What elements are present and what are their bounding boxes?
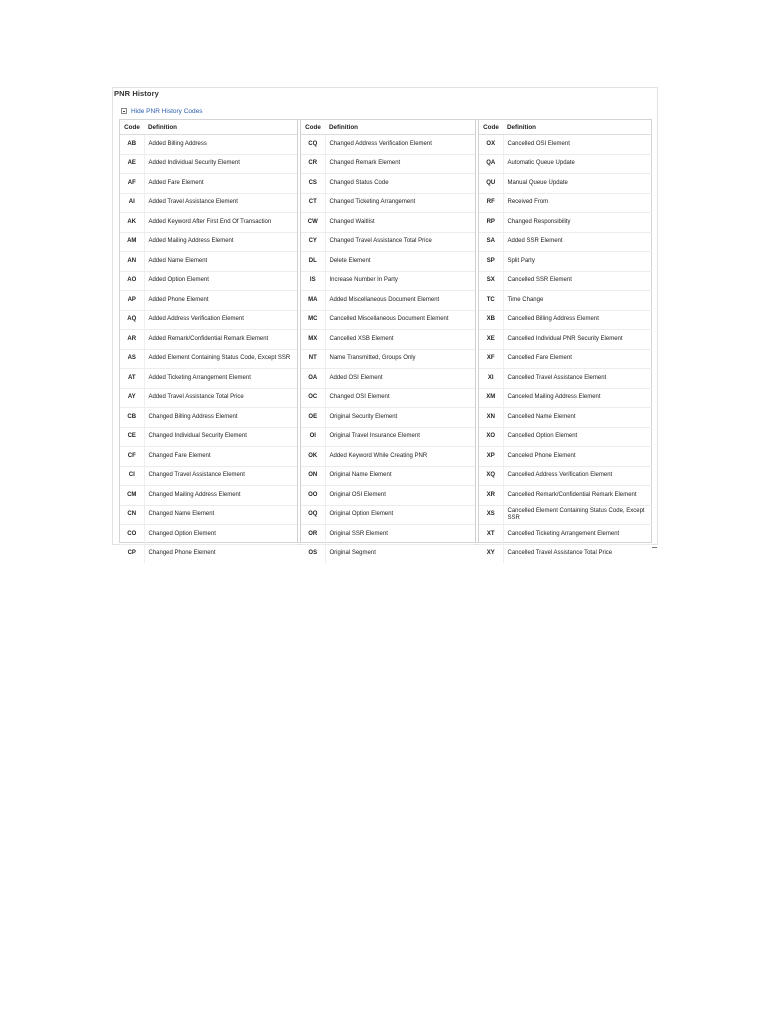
table-row bbox=[479, 544, 652, 563]
table-row bbox=[479, 330, 652, 350]
table-row bbox=[120, 369, 297, 389]
table-row bbox=[479, 154, 652, 174]
definition-cell: Added Miscellaneous Document Element bbox=[325, 291, 475, 311]
definition-cell: Time Change bbox=[503, 291, 652, 311]
definition-cell: Original Security Element bbox=[325, 408, 475, 428]
table-row bbox=[479, 505, 652, 525]
history-codes-area bbox=[119, 119, 652, 557]
table-row bbox=[120, 349, 297, 369]
definition-cell: Cancelled Ticketing Arrangement Element bbox=[503, 525, 652, 545]
table-row bbox=[301, 193, 475, 213]
table-row bbox=[301, 388, 475, 408]
code-cell: AM bbox=[120, 232, 144, 252]
definition-cell: Changed Phone Element bbox=[148, 550, 216, 557]
table-row bbox=[120, 154, 297, 174]
code-cell: OA bbox=[301, 369, 325, 389]
code-cell: OE bbox=[301, 408, 325, 428]
definition-cell: Name Transmitted, Groups Only bbox=[325, 349, 475, 369]
code-cell: XE bbox=[479, 330, 503, 350]
codes-group-1 bbox=[120, 120, 298, 557]
code-cell: AI bbox=[120, 193, 144, 213]
table-row bbox=[301, 544, 475, 563]
table-row bbox=[120, 174, 297, 194]
definition-header: Definition bbox=[325, 120, 475, 135]
panel-title: PNR History bbox=[114, 89, 159, 98]
code-cell: NT bbox=[301, 349, 325, 369]
definition-cell: Original SSR Element bbox=[325, 525, 475, 545]
hide-codes-link[interactable]: Hide PNR History Codes bbox=[131, 107, 203, 115]
code-cell: AO bbox=[120, 271, 144, 291]
table-row bbox=[120, 388, 297, 408]
code-cell: AF bbox=[120, 174, 144, 194]
code-cell: OC bbox=[301, 388, 325, 408]
code-cell: CW bbox=[301, 213, 325, 233]
definition-cell: Added Travel Assistance Total Price bbox=[144, 388, 297, 408]
definition-cell: Added Option Element bbox=[144, 271, 297, 291]
definition-cell: Cancelled Travel Assistance Element bbox=[503, 369, 652, 389]
table-row bbox=[120, 193, 297, 213]
definition-header: Definition bbox=[503, 120, 652, 135]
code-cell: AK bbox=[120, 213, 144, 233]
table-header-row bbox=[479, 120, 652, 135]
code-cell: XR bbox=[479, 486, 503, 506]
code-cell: CF bbox=[120, 447, 144, 467]
codes-table bbox=[479, 120, 652, 563]
table-row bbox=[479, 525, 652, 545]
code-cell: XS bbox=[479, 505, 503, 525]
collapse-icon[interactable] bbox=[121, 108, 127, 114]
table-row bbox=[301, 154, 475, 174]
definition-cell: Cancelled Name Element bbox=[503, 408, 652, 428]
definition-cell: Original Segment bbox=[329, 550, 376, 557]
code-cell: TC bbox=[479, 291, 503, 311]
definition-cell: Changed Travel Assistance Element bbox=[144, 466, 297, 486]
code-cell: AR bbox=[120, 330, 144, 350]
definition-cell: Cancelled Billing Address Element bbox=[503, 310, 652, 330]
code-cell: XN bbox=[479, 408, 503, 428]
codes-table bbox=[301, 120, 475, 563]
definition-cell: Added Element Containing Status Code, Except SSR bbox=[144, 349, 297, 369]
code-cell: OO bbox=[301, 486, 325, 506]
table-row bbox=[301, 213, 475, 233]
code-cell: XF bbox=[479, 349, 503, 369]
code-header: Code bbox=[120, 120, 144, 135]
code-cell: XM bbox=[479, 388, 503, 408]
table-row bbox=[301, 310, 475, 330]
definition-cell: Cancelled XSB Element bbox=[325, 330, 475, 350]
table-row bbox=[301, 252, 475, 272]
definition-cell: Changed Fare Element bbox=[144, 447, 297, 467]
definition-cell: Changed Status Code bbox=[325, 174, 475, 194]
table-row bbox=[301, 466, 475, 486]
table-row bbox=[120, 291, 297, 311]
table-row bbox=[479, 232, 652, 252]
code-cell: AN bbox=[120, 252, 144, 272]
table-row bbox=[479, 427, 652, 447]
table-header-row bbox=[120, 120, 297, 135]
table-row bbox=[120, 486, 297, 506]
code-cell: RP bbox=[479, 213, 503, 233]
definition-cell: Cancelled Travel Assistance Total Price bbox=[507, 550, 613, 557]
pnr-history-panel bbox=[112, 87, 658, 557]
code-cell: CM bbox=[120, 486, 144, 506]
definition-cell: Changed Waitlist bbox=[325, 213, 475, 233]
code-cell: MA bbox=[301, 291, 325, 311]
definition-cell: Original OSI Element bbox=[325, 486, 475, 506]
code-cell: OR bbox=[301, 525, 325, 545]
codes-table bbox=[120, 120, 297, 563]
code-cell: CN bbox=[120, 505, 144, 525]
table-row bbox=[479, 466, 652, 486]
codes-group-3 bbox=[478, 120, 652, 557]
table-row bbox=[120, 408, 297, 428]
code-cell: QA bbox=[479, 154, 503, 174]
table-row bbox=[301, 525, 475, 545]
definition-cell: Added Address Verification Element bbox=[144, 310, 297, 330]
code-cell: CP bbox=[120, 544, 144, 563]
table-row bbox=[301, 174, 475, 194]
definition-cell: Added Mailing Address Element bbox=[144, 232, 297, 252]
table-row bbox=[120, 310, 297, 330]
code-cell: CT bbox=[301, 193, 325, 213]
code-cell: AY bbox=[120, 388, 144, 408]
code-cell: AB bbox=[120, 135, 144, 155]
code-header: Code bbox=[479, 120, 503, 135]
definition-cell: Canceled Mailing Address Element bbox=[503, 388, 652, 408]
code-cell: XO bbox=[479, 427, 503, 447]
table-row bbox=[120, 213, 297, 233]
code-cell: OX bbox=[479, 135, 503, 155]
code-cell: OS bbox=[301, 544, 325, 563]
table-header-row bbox=[301, 120, 475, 135]
definition-cell: Manual Queue Update bbox=[503, 174, 652, 194]
table-row bbox=[301, 427, 475, 447]
definition-cell: Added Travel Assistance Element bbox=[144, 193, 297, 213]
definition-cell: Delete Element bbox=[325, 252, 475, 272]
code-cell: XY bbox=[479, 544, 503, 563]
definition-cell: Added Individual Security Element bbox=[144, 154, 297, 174]
table-row bbox=[301, 271, 475, 291]
definition-cell: Added Remark/Confidential Remark Element bbox=[144, 330, 297, 350]
table-row bbox=[479, 408, 652, 428]
table-row bbox=[301, 447, 475, 467]
definition-cell: Changed Ticketing Arrangement bbox=[325, 193, 475, 213]
table-row bbox=[301, 349, 475, 369]
table-row bbox=[479, 291, 652, 311]
code-cell: QU bbox=[479, 174, 503, 194]
table-row bbox=[301, 135, 475, 155]
definition-cell: Changed Option Element bbox=[144, 525, 297, 545]
code-cell: CY bbox=[301, 232, 325, 252]
code-cell: OK bbox=[301, 447, 325, 467]
definition-cell: Changed OSI Element bbox=[325, 388, 475, 408]
codes-group-2 bbox=[300, 120, 476, 557]
code-cell: OI bbox=[301, 427, 325, 447]
table-row bbox=[301, 232, 475, 252]
code-cell: CO bbox=[120, 525, 144, 545]
table-row bbox=[120, 232, 297, 252]
table-row bbox=[120, 271, 297, 291]
definition-cell: Changed Responsibility bbox=[503, 213, 652, 233]
resize-handle[interactable] bbox=[652, 547, 657, 548]
table-row bbox=[301, 486, 475, 506]
table-row bbox=[479, 388, 652, 408]
table-row bbox=[120, 135, 297, 155]
table-row bbox=[479, 213, 652, 233]
code-cell: CR bbox=[301, 154, 325, 174]
definition-cell: Changed Individual Security Element bbox=[144, 427, 297, 447]
code-cell: SP bbox=[479, 252, 503, 272]
code-cell: XI bbox=[479, 369, 503, 389]
code-cell: MC bbox=[301, 310, 325, 330]
code-cell: CQ bbox=[301, 135, 325, 155]
code-cell: XP bbox=[479, 447, 503, 467]
code-cell: IS bbox=[301, 271, 325, 291]
code-cell: XT bbox=[479, 525, 503, 545]
definition-cell: Cancelled Option Element bbox=[503, 427, 652, 447]
definition-cell: Increase Number In Party bbox=[325, 271, 475, 291]
table-row bbox=[120, 427, 297, 447]
table-row bbox=[120, 330, 297, 350]
definition-cell: Added Keyword After First End Of Transaction bbox=[144, 213, 297, 233]
table-row bbox=[120, 447, 297, 467]
code-cell: XB bbox=[479, 310, 503, 330]
table-row bbox=[479, 174, 652, 194]
code-cell: RF bbox=[479, 193, 503, 213]
definition-cell: Changed Name Element bbox=[144, 505, 297, 525]
code-cell: MX bbox=[301, 330, 325, 350]
table-row bbox=[479, 369, 652, 389]
definition-cell: Added Phone Element bbox=[144, 291, 297, 311]
definition-cell: Original Travel Insurance Element bbox=[325, 427, 475, 447]
table-row bbox=[479, 135, 652, 155]
table-row bbox=[479, 349, 652, 369]
definition-cell: Cancelled Miscellaneous Document Element bbox=[325, 310, 475, 330]
definition-cell: Changed Mailing Address Element bbox=[144, 486, 297, 506]
definition-cell: Cancelled Fare Element bbox=[503, 349, 652, 369]
code-cell: AS bbox=[120, 349, 144, 369]
table-row bbox=[301, 408, 475, 428]
table-row bbox=[301, 369, 475, 389]
definition-cell: Split Party bbox=[503, 252, 652, 272]
code-header: Code bbox=[301, 120, 325, 135]
code-cell: AE bbox=[120, 154, 144, 174]
definition-cell: Changed Billing Address Element bbox=[144, 408, 297, 428]
definition-cell: Added OSI Element bbox=[325, 369, 475, 389]
table-row bbox=[301, 291, 475, 311]
definition-cell: Changed Address Verification Element bbox=[325, 135, 475, 155]
definition-cell: Original Option Element bbox=[325, 505, 475, 525]
code-cell: SA bbox=[479, 232, 503, 252]
code-cell: XQ bbox=[479, 466, 503, 486]
code-cell: DL bbox=[301, 252, 325, 272]
table-row bbox=[479, 193, 652, 213]
code-cell: OQ bbox=[301, 505, 325, 525]
code-cell: AQ bbox=[120, 310, 144, 330]
table-row bbox=[301, 330, 475, 350]
definition-cell: Added Keyword While Creating PNR bbox=[325, 447, 475, 467]
hide-codes-toggle[interactable] bbox=[121, 105, 203, 117]
definition-cell: Cancelled Element Containing Status Code, Except SSR bbox=[503, 505, 652, 525]
definition-cell: Added Ticketing Arrangement Element bbox=[144, 369, 297, 389]
table-row bbox=[479, 486, 652, 506]
table-row bbox=[479, 252, 652, 272]
table-row bbox=[479, 310, 652, 330]
code-cell: CB bbox=[120, 408, 144, 428]
definition-cell: Cancelled Individual PNR Security Element bbox=[503, 330, 652, 350]
definition-header: Definition bbox=[144, 120, 297, 135]
definition-cell: Cancelled OSI Element bbox=[503, 135, 652, 155]
code-cell: CS bbox=[301, 174, 325, 194]
code-cell: CI bbox=[120, 466, 144, 486]
code-cell: ON bbox=[301, 466, 325, 486]
definition-cell: Automatic Queue Update bbox=[503, 154, 652, 174]
table-row bbox=[301, 505, 475, 525]
table-row bbox=[479, 271, 652, 291]
definition-cell: Cancelled Address Verification Element bbox=[503, 466, 652, 486]
table-row bbox=[479, 447, 652, 467]
definition-cell: Added SSR Element bbox=[503, 232, 652, 252]
definition-cell: Received From bbox=[503, 193, 652, 213]
definition-cell: Canceled Phone Element bbox=[503, 447, 652, 467]
definition-cell: Added Fare Element bbox=[144, 174, 297, 194]
definition-cell: Changed Travel Assistance Total Price bbox=[325, 232, 475, 252]
definition-cell: Original Name Element bbox=[325, 466, 475, 486]
definition-cell: Cancelled Remark/Confidential Remark Element bbox=[503, 486, 652, 506]
definition-cell: Cancelled SSR Element bbox=[503, 271, 652, 291]
table-row bbox=[120, 466, 297, 486]
code-cell: AT bbox=[120, 369, 144, 389]
code-cell: SX bbox=[479, 271, 503, 291]
code-cell: CE bbox=[120, 427, 144, 447]
table-row bbox=[120, 252, 297, 272]
definition-cell: Added Name Element bbox=[144, 252, 297, 272]
table-row bbox=[120, 544, 297, 563]
table-row bbox=[120, 505, 297, 525]
code-cell: AP bbox=[120, 291, 144, 311]
table-row bbox=[120, 525, 297, 545]
definition-cell: Added Billing Address bbox=[144, 135, 297, 155]
definition-cell: Changed Remark Element bbox=[325, 154, 475, 174]
